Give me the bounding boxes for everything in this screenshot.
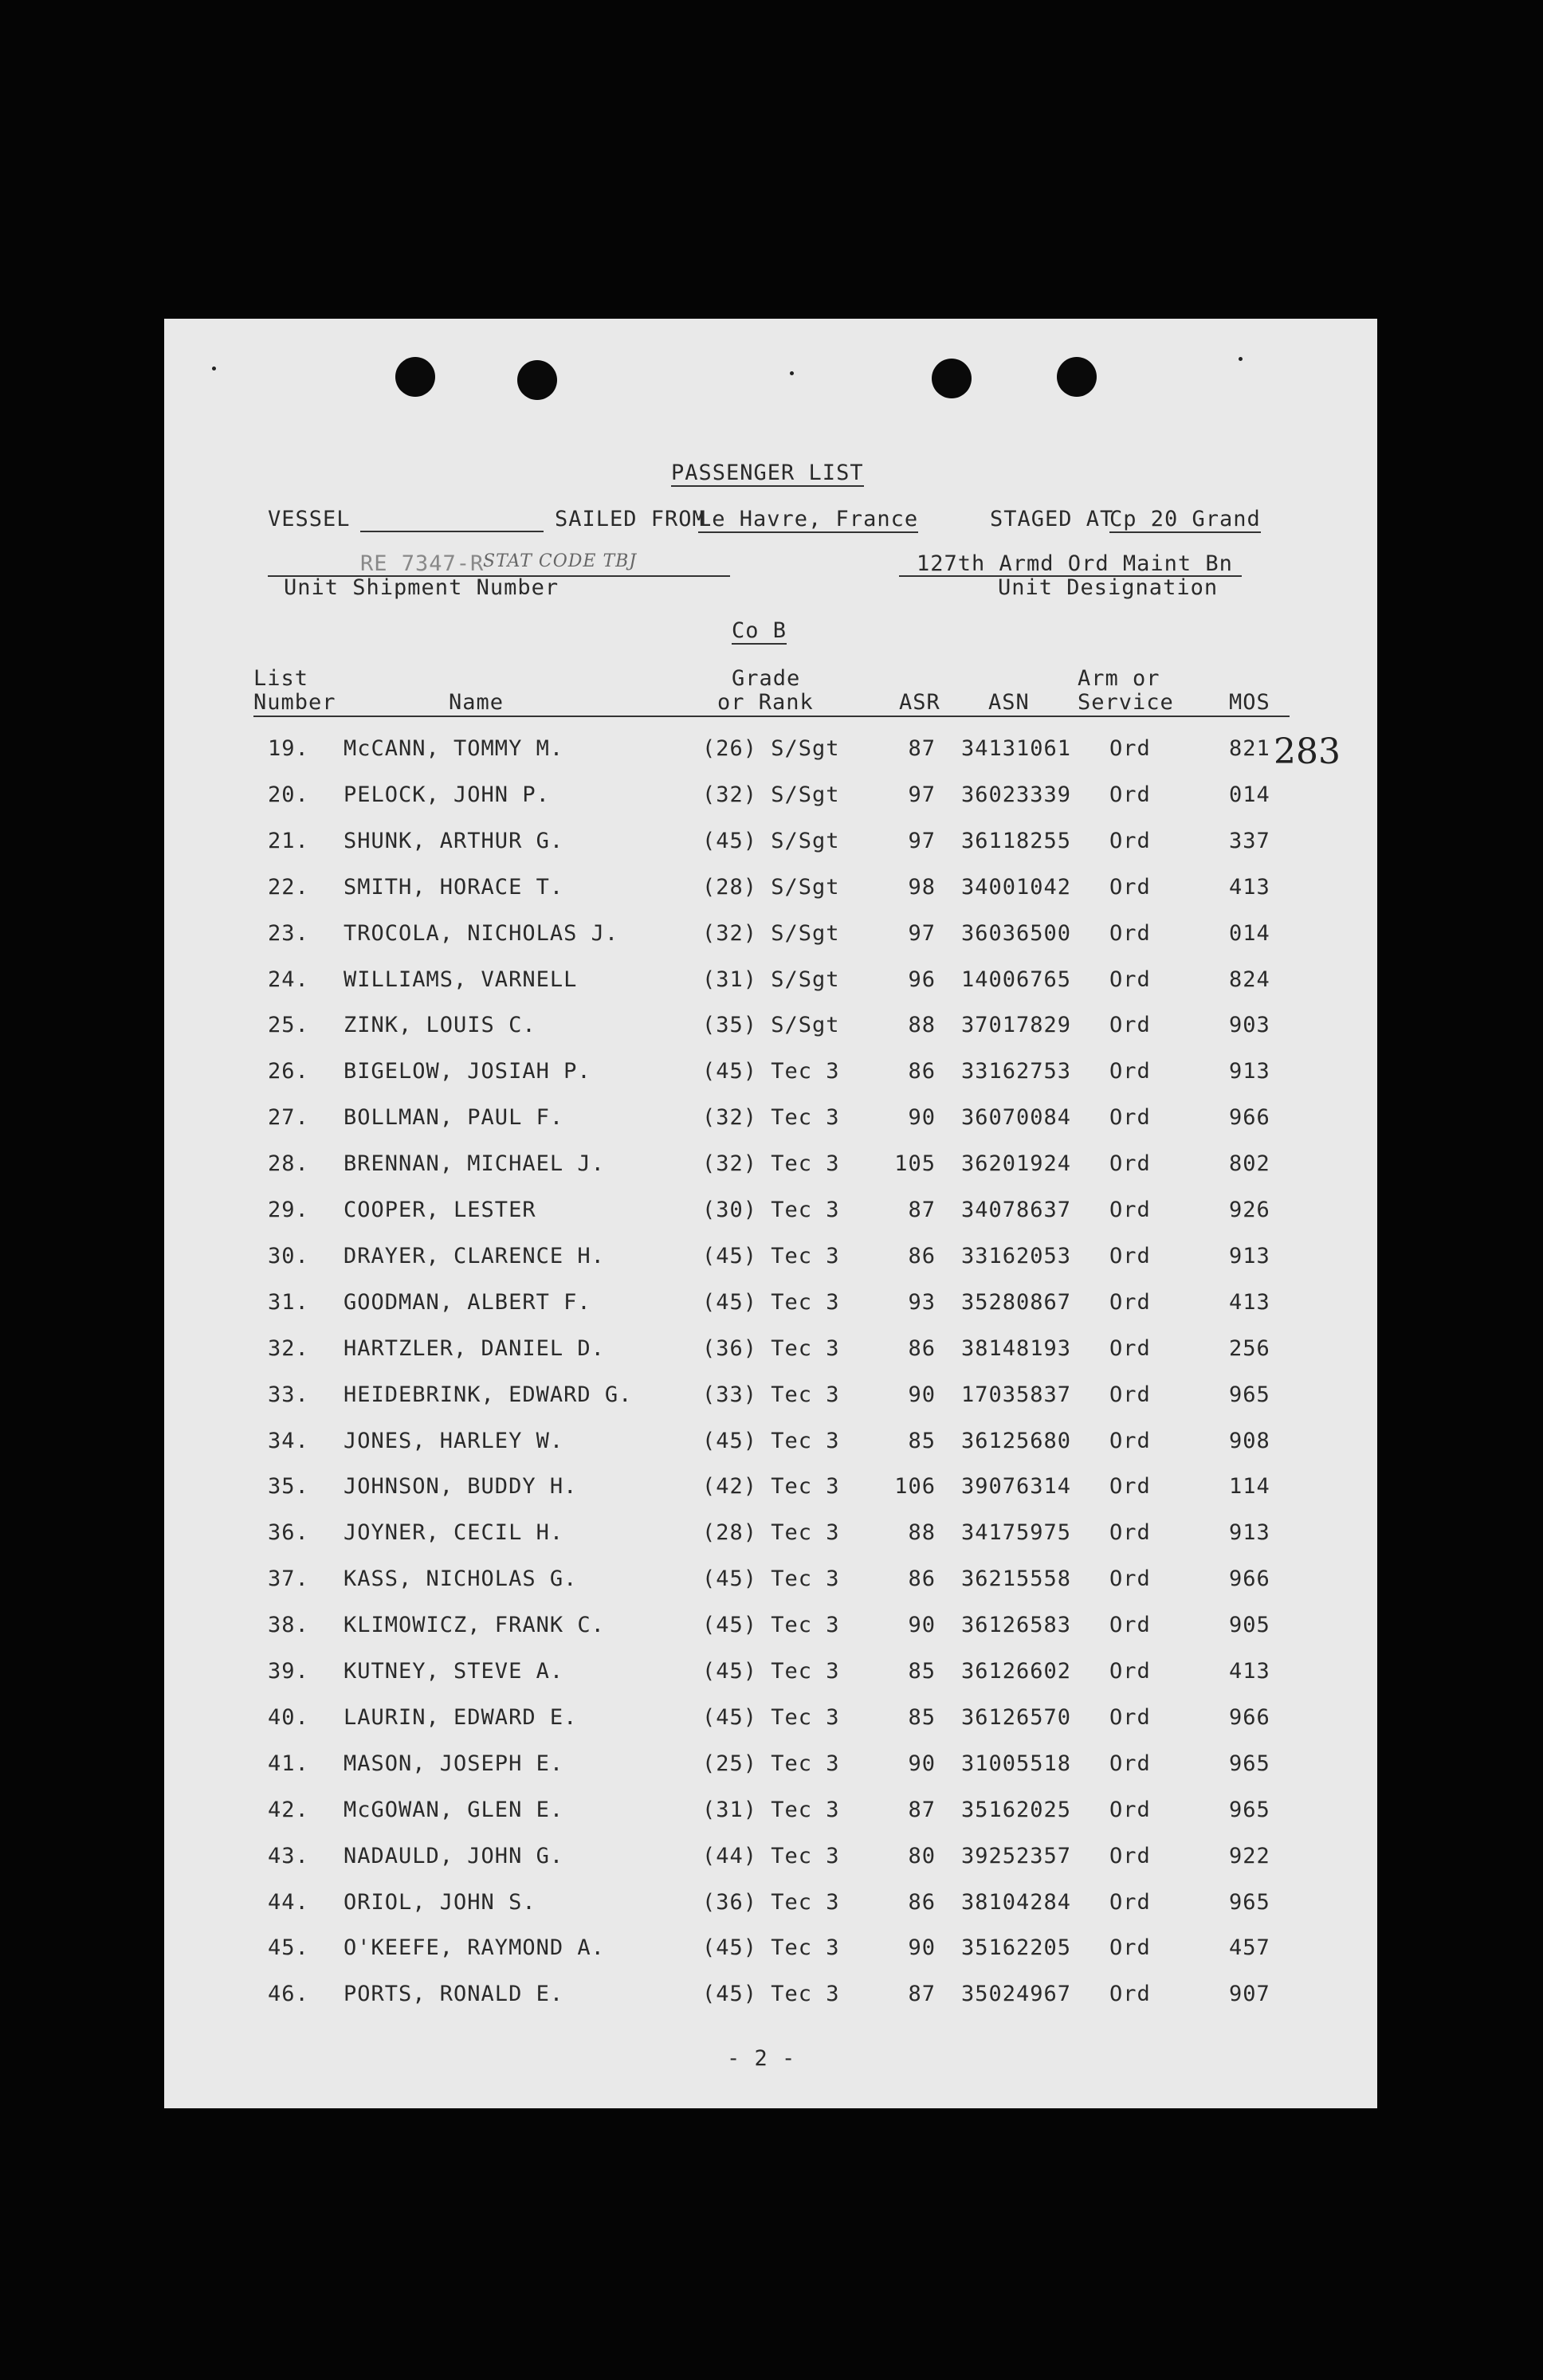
cell-asr: 86 [908,1890,936,1915]
cell-list-number: 32. [268,1336,309,1361]
table-row [164,1290,1377,1322]
staged-at-value: Cp 20 Grand [1109,507,1261,531]
table-row [164,736,1377,768]
cell-asr: 86 [908,1059,936,1084]
cell-asr: 90 [908,1105,936,1130]
cell-name: McCANN, TOMMY M. [344,736,564,761]
cell-asr: 97 [908,921,936,946]
cell-name: KASS, NICHOLAS G. [344,1566,578,1591]
cell-list-number: 25. [268,1013,309,1037]
cell-arm-service: Ord [1109,1429,1151,1453]
cell-arm-service: Ord [1109,1566,1151,1591]
cell-list-number: 30. [268,1244,309,1268]
cell-list-number: 31. [268,1290,309,1315]
cell-mos: 905 [1229,1613,1270,1637]
cell-list-number: 42. [268,1798,309,1822]
cell-asn: 38104284 [961,1890,1072,1915]
cell-grade: (32) S/Sgt [702,782,840,807]
cell-arm-service: Ord [1109,875,1151,900]
cell-mos: 413 [1229,875,1270,900]
cell-mos: 824 [1229,967,1270,992]
cell-mos: 913 [1229,1059,1270,1084]
cell-list-number: 45. [268,1935,309,1960]
cell-asn: 36036500 [961,921,1072,946]
cell-asr: 96 [908,967,936,992]
cell-name: MASON, JOSEPH E. [344,1751,564,1776]
cell-name: WILLIAMS, VARNELL [344,967,578,992]
cell-asn: 39252357 [961,1844,1072,1868]
table-row [164,1982,1377,2013]
cell-asr: 97 [908,782,936,807]
cell-asr: 87 [908,1982,936,2006]
cell-name: BOLLMAN, PAUL F. [344,1105,564,1130]
cell-grade: (32) Tec 3 [702,1151,840,1176]
table-row [164,1198,1377,1229]
cell-name: GOODMAN, ALBERT F. [344,1290,591,1315]
cell-asn: 36215558 [961,1566,1072,1591]
table-row [164,1429,1377,1461]
col-asr: ASR [899,690,940,715]
cell-name: HARTZLER, DANIEL D. [344,1336,605,1361]
cell-asr: 87 [908,1798,936,1822]
cell-name: LAURIN, EDWARD E. [344,1705,578,1730]
cell-grade: (45) Tec 3 [702,1659,840,1684]
cell-asn: 37017829 [961,1013,1072,1037]
cell-grade: (36) Tec 3 [702,1890,840,1915]
cell-mos: 913 [1229,1244,1270,1268]
cell-mos: 965 [1229,1382,1270,1407]
col-mos: MOS [1229,690,1270,715]
shipment-number-label: Unit Shipment Number [284,575,559,600]
cell-list-number: 28. [268,1151,309,1176]
table-row [164,921,1377,953]
cell-mos: 014 [1229,921,1270,946]
cell-arm-service: Ord [1109,1382,1151,1407]
cell-list-number: 44. [268,1890,309,1915]
cell-grade: (32) Tec 3 [702,1105,840,1130]
cell-asr: 90 [908,1382,936,1407]
cell-arm-service: Ord [1109,1059,1151,1084]
cell-arm-service: Ord [1109,921,1151,946]
cell-grade: (45) Tec 3 [702,1059,840,1084]
cell-arm-service: Ord [1109,1520,1151,1545]
cell-list-number: 34. [268,1429,309,1453]
cell-asr: 80 [908,1844,936,1868]
cell-grade: (31) S/Sgt [702,967,840,992]
cell-asn: 14006765 [961,967,1072,992]
punch-hole [1057,357,1097,397]
cell-mos: 413 [1229,1290,1270,1315]
page-title: PASSENGER LIST [671,461,864,485]
cell-asr: 90 [908,1613,936,1637]
cell-asr: 90 [908,1935,936,1960]
cell-arm-service: Ord [1109,1613,1151,1637]
cell-mos: 256 [1229,1336,1270,1361]
cell-asn: 36126570 [961,1705,1072,1730]
table-row [164,1336,1377,1368]
cell-asr: 106 [894,1474,936,1499]
cell-asr: 98 [908,875,936,900]
cell-asn: 34001042 [961,875,1072,900]
unit-designation-value: 127th Armd Ord Maint Bn [917,551,1233,576]
cell-arm-service: Ord [1109,1751,1151,1776]
cell-asn: 38148193 [961,1336,1072,1361]
cell-asr: 86 [908,1244,936,1268]
cell-name: ZINK, LOUIS C. [344,1013,536,1037]
table-row [164,1520,1377,1552]
cell-mos: 965 [1229,1890,1270,1915]
table-row [164,1244,1377,1276]
cell-mos: 821 [1229,736,1270,761]
cell-arm-service: Ord [1109,782,1151,807]
cell-list-number: 22. [268,875,309,900]
punch-hole [932,359,972,398]
cell-list-number: 20. [268,782,309,807]
cell-asn: 36201924 [961,1151,1072,1176]
shipment-number-value: RE 7347-R [360,551,485,576]
col-arm-2: Service [1078,690,1174,715]
cell-name: SMITH, HORACE T. [344,875,564,900]
document-page [164,319,1377,2108]
cell-arm-service: Ord [1109,1705,1151,1730]
cell-list-number: 33. [268,1382,309,1407]
cell-grade: (45) Tec 3 [702,1705,840,1730]
cell-grade: (36) Tec 3 [702,1336,840,1361]
cell-list-number: 46. [268,1982,309,2006]
cell-asn: 34131061 [961,736,1072,761]
cell-asr: 86 [908,1566,936,1591]
cell-name: DRAYER, CLARENCE H. [344,1244,605,1268]
cell-grade: (45) Tec 3 [702,1935,840,1960]
cell-asr: 87 [908,736,936,761]
cell-name: PELOCK, JOHN P. [344,782,550,807]
cell-arm-service: Ord [1109,1151,1151,1176]
cell-mos: 903 [1229,1013,1270,1037]
col-name: Name [449,690,505,715]
col-arm-1: Arm or [1078,666,1160,691]
cell-arm-service: Ord [1109,1336,1151,1361]
cell-asn: 36023339 [961,782,1072,807]
cell-list-number: 39. [268,1659,309,1684]
vessel-blank-line [360,531,544,532]
cell-asr: 105 [894,1151,936,1176]
cell-mos: 922 [1229,1844,1270,1868]
page-number: - 2 - [727,2046,796,2071]
vessel-label: VESSEL [268,507,351,531]
cell-asn: 31005518 [961,1751,1072,1776]
speck [790,371,794,375]
cell-asn: 35162205 [961,1935,1072,1960]
cell-name: ORIOL, JOHN S. [344,1890,536,1915]
cell-arm-service: Ord [1109,829,1151,853]
cell-name: PORTS, RONALD E. [344,1982,564,2006]
cell-grade: (45) Tec 3 [702,1613,840,1637]
cell-mos: 965 [1229,1751,1270,1776]
cell-arm-service: Ord [1109,1198,1151,1222]
cell-asn: 36126583 [961,1613,1072,1637]
cell-name: KLIMOWICZ, FRANK C. [344,1613,605,1637]
table-row [164,1151,1377,1183]
cell-asn: 35280867 [961,1290,1072,1315]
cell-list-number: 37. [268,1566,309,1591]
cell-asn: 33162053 [961,1244,1072,1268]
table-row [164,782,1377,814]
cell-name: COOPER, LESTER [344,1198,536,1222]
cell-mos: 965 [1229,1798,1270,1822]
punch-hole [517,360,557,400]
cell-arm-service: Ord [1109,1290,1151,1315]
cell-mos: 457 [1229,1935,1270,1960]
cell-grade: (45) Tec 3 [702,1290,840,1315]
stamp-number: 283 [1274,731,1341,772]
cell-mos: 908 [1229,1429,1270,1453]
cell-list-number: 43. [268,1844,309,1868]
cell-grade: (26) S/Sgt [702,736,840,761]
cell-list-number: 19. [268,736,309,761]
cell-arm-service: Ord [1109,1013,1151,1037]
cell-mos: 926 [1229,1198,1270,1222]
cell-asr: 86 [908,1336,936,1361]
cell-mos: 907 [1229,1982,1270,2006]
table-row [164,1935,1377,1967]
col-grade-1: Grade [732,666,801,691]
cell-asn: 39076314 [961,1474,1072,1499]
cell-list-number: 21. [268,829,309,853]
cell-asn: 36125680 [961,1429,1072,1453]
cell-list-number: 26. [268,1059,309,1084]
cell-arm-service: Ord [1109,967,1151,992]
col-list-number-2: Number [253,690,336,715]
cell-grade: (30) Tec 3 [702,1198,840,1222]
cell-mos: 966 [1229,1705,1270,1730]
cell-asr: 88 [908,1520,936,1545]
cell-arm-service: Ord [1109,1982,1151,2006]
cell-grade: (45) Tec 3 [702,1982,840,2006]
cell-asn: 35024967 [961,1982,1072,2006]
table-row [164,967,1377,999]
cell-list-number: 40. [268,1705,309,1730]
cell-asr: 97 [908,829,936,853]
table-row [164,875,1377,907]
col-list-number-1: List [253,666,309,691]
cell-grade: (45) Tec 3 [702,1429,840,1453]
cell-mos: 966 [1229,1566,1270,1591]
cell-name: JOHNSON, BUDDY H. [344,1474,578,1499]
table-row [164,1844,1377,1876]
table-row [164,1382,1377,1414]
column-header-rule [253,716,1290,717]
cell-list-number: 41. [268,1751,309,1776]
cell-name: KUTNEY, STEVE A. [344,1659,564,1684]
cell-grade: (28) Tec 3 [702,1520,840,1545]
cell-arm-service: Ord [1109,736,1151,761]
cell-arm-service: Ord [1109,1659,1151,1684]
cell-list-number: 23. [268,921,309,946]
cell-grade: (31) Tec 3 [702,1798,840,1822]
cell-name: SHUNK, ARTHUR G. [344,829,564,853]
cell-asn: 36126602 [961,1659,1072,1684]
cell-name: NADAULD, JOHN G. [344,1844,564,1868]
cell-list-number: 35. [268,1474,309,1499]
cell-mos: 114 [1229,1474,1270,1499]
cell-list-number: 29. [268,1198,309,1222]
cell-asn: 34175975 [961,1520,1072,1545]
cell-asr: 90 [908,1751,936,1776]
cell-arm-service: Ord [1109,1474,1151,1499]
cell-list-number: 27. [268,1105,309,1130]
cell-name: BIGELOW, JOSIAH P. [344,1059,591,1084]
cell-name: BRENNAN, MICHAEL J. [344,1151,605,1176]
cell-mos: 966 [1229,1105,1270,1130]
table-row [164,1566,1377,1598]
cell-asr: 93 [908,1290,936,1315]
cell-name: O'KEEFE, RAYMOND A. [344,1935,605,1960]
cell-grade: (45) Tec 3 [702,1566,840,1591]
unit-designation-label: Unit Designation [998,575,1219,600]
cell-arm-service: Ord [1109,1890,1151,1915]
cell-mos: 014 [1229,782,1270,807]
staged-at-label: STAGED AT [990,507,1114,531]
punch-hole [395,357,435,397]
cell-name: JONES, HARLEY W. [344,1429,564,1453]
sailed-from-label: SAILED FROM [555,507,706,531]
cell-grade: (35) S/Sgt [702,1013,840,1037]
cell-arm-service: Ord [1109,1844,1151,1868]
cell-asn: 17035837 [961,1382,1072,1407]
cell-asr: 85 [908,1659,936,1684]
cell-mos: 802 [1229,1151,1270,1176]
cell-name: McGOWAN, GLEN E. [344,1798,564,1822]
cell-list-number: 36. [268,1520,309,1545]
table-row [164,1751,1377,1783]
sailed-from-value: Le Havre, France [698,507,919,531]
col-grade-2: or Rank [717,690,814,715]
cell-list-number: 24. [268,967,309,992]
col-asn: ASN [988,690,1030,715]
cell-list-number: 38. [268,1613,309,1637]
cell-mos: 413 [1229,1659,1270,1684]
table-row [164,1105,1377,1137]
table-row [164,1705,1377,1737]
cell-name: HEIDEBRINK, EDWARD G. [344,1382,633,1407]
speck [212,367,216,371]
speck [1239,357,1243,361]
cell-name: JOYNER, CECIL H. [344,1520,564,1545]
cell-asn: 35162025 [961,1798,1072,1822]
cell-grade: (25) Tec 3 [702,1751,840,1776]
shipment-handwritten-note: STAT CODE TBJ [483,551,638,571]
cell-asr: 85 [908,1705,936,1730]
cell-asn: 36070084 [961,1105,1072,1130]
cell-asn: 36118255 [961,829,1072,853]
cell-asr: 87 [908,1198,936,1222]
cell-arm-service: Ord [1109,1935,1151,1960]
cell-name: TROCOLA, NICHOLAS J. [344,921,619,946]
table-row [164,1059,1377,1091]
cell-grade: (42) Tec 3 [702,1474,840,1499]
cell-asn: 33162753 [961,1059,1072,1084]
table-row [164,1659,1377,1691]
cell-arm-service: Ord [1109,1105,1151,1130]
cell-grade: (45) Tec 3 [702,1244,840,1268]
table-row [164,1890,1377,1922]
table-row [164,1474,1377,1506]
table-row [164,1613,1377,1645]
cell-grade: (28) S/Sgt [702,875,840,900]
table-row [164,1013,1377,1045]
cell-grade: (33) Tec 3 [702,1382,840,1407]
cell-asr: 85 [908,1429,936,1453]
cell-arm-service: Ord [1109,1244,1151,1268]
cell-mos: 913 [1229,1520,1270,1545]
cell-asr: 88 [908,1013,936,1037]
table-row [164,829,1377,861]
table-row [164,1798,1377,1829]
cell-grade: (44) Tec 3 [702,1844,840,1868]
cell-grade: (45) S/Sgt [702,829,840,853]
cell-mos: 337 [1229,829,1270,853]
cell-arm-service: Ord [1109,1798,1151,1822]
cell-asn: 34078637 [961,1198,1072,1222]
company-label: Co B [732,618,787,643]
cell-grade: (32) S/Sgt [702,921,840,946]
